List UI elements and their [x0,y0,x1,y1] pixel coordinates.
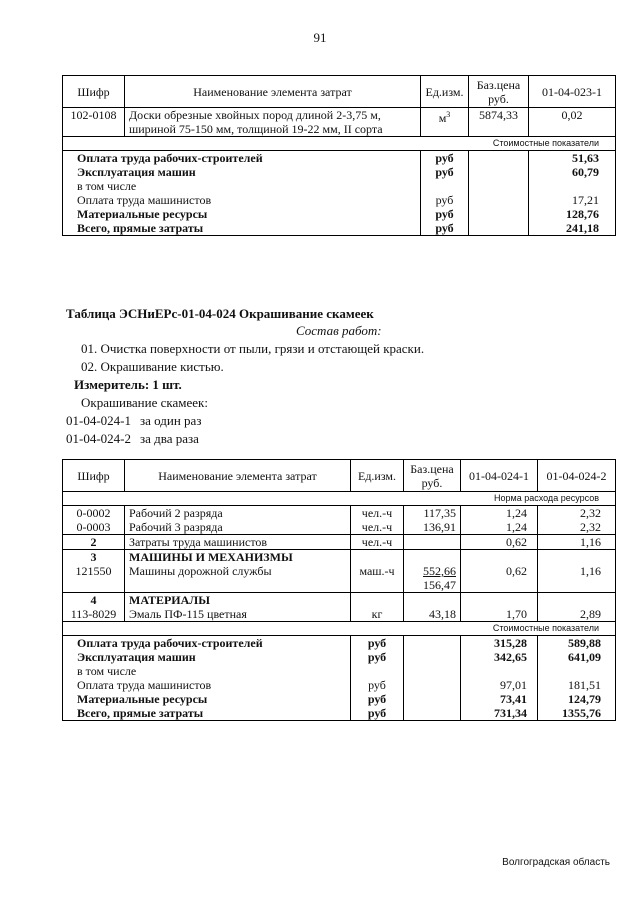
header-unit: Ед.изм. [351,460,404,492]
row-v1: 1,24 [461,520,538,535]
row-name: Доски обрезные хвойных пород длиной 2-3,75 м, шириной 75-150 мм, толщиной 19-22 мм, II сорта [125,108,421,137]
summary-v2: 124,79 [538,692,616,706]
page-number: 91 [313,30,327,45]
table-01-04-024 [62,459,615,721]
row-price: 117,35 [404,506,461,521]
header-variant: 01-04-023-1 [529,76,616,108]
summary-value: 241,18 [529,221,616,236]
summary-label: Оплата труда рабочих-строителей [63,151,421,166]
header-code: Шифр [63,460,125,492]
variant-code: 01-04-024-1 [66,413,131,428]
summary-unit: руб [421,151,469,166]
summary-v1: 315,28 [461,636,538,651]
table-row [63,506,616,521]
table-row [63,520,616,535]
row-v2: 1,16 [538,550,616,593]
summary-value: 128,76 [529,207,616,221]
variant-text: за один раз [140,413,202,428]
summary-v2: 181,51 [538,678,616,692]
summary-unit: руб [351,706,404,721]
row-unit: маш.-ч [351,550,404,593]
header-price: Баз.цена руб. [469,76,529,108]
section-row [63,550,616,593]
subtitle: Окрашивание скамеек: [81,395,208,410]
cost-indicators-label: Стоимостные показатели [63,622,616,636]
variant-text: за два раза [140,431,199,446]
row-v2: 1,16 [538,535,616,550]
summary-v1: 97,01 [461,678,538,692]
row-code: 4 113-8029 [63,593,125,622]
meter-label: Измеритель: 1 шт. [74,377,182,392]
summary-v2: 1355,76 [538,706,616,721]
summary-v1: 73,41 [461,692,538,706]
header-code: Шифр [63,76,125,108]
summary-label: в том числе [63,664,351,678]
summary-label: Всего, прямые затраты [63,221,421,236]
row-unit: $м^3$ [421,108,469,137]
row-name: Затраты труда машинистов [125,535,351,550]
summary-unit: руб [421,193,469,207]
header-price: Баз.цена руб. [404,460,461,492]
summary-unit: руб [351,636,404,651]
header-variant-2: 01-04-024-2 [538,460,616,492]
row-code: 3 121550 [63,550,125,593]
summary-value: 17,21 [529,193,616,207]
header-name: Наименование элемента затрат [125,460,351,492]
summary-v2: 589,88 [538,636,616,651]
work-item: 01. Очистка поверхности от пыли, грязи и отстающей краски. [81,341,425,356]
section-row [63,593,616,622]
row-price: 5874,33 [469,108,529,137]
summary-label: Оплата труда машинистов [63,678,351,692]
row-v2: 2,32 [538,520,616,535]
table-row [63,535,616,550]
table-title: Таблица ЭСНиЕРс-01-04-024 Окрашивание скамеек [66,306,374,321]
summary-label: Материальные ресурсы [63,207,421,221]
summary-unit: руб [351,678,404,692]
summary-value: 60,79 [529,165,616,179]
row-unit: чел.-ч [351,506,404,521]
summary-unit: руб [351,692,404,706]
cost-indicators-label: Стоимостные показатели [63,137,616,151]
summary-label: Оплата труда машинистов [63,193,421,207]
summary-unit: руб [421,207,469,221]
summary-label: Эксплуатация машин [63,650,351,664]
footer-region: Волгоградская область [502,857,610,868]
summary-v2: 641,09 [538,650,616,664]
variant-code: 01-04-024-2 [66,431,131,446]
summary-unit: руб [421,165,469,179]
row-unit: чел.-ч [351,520,404,535]
table-row [63,108,616,137]
summary-label: Материальные ресурсы [63,692,351,706]
row-name: Рабочий 2 разряда [125,506,351,521]
work-item: 02. Окрашивание кистью. [81,359,224,374]
summary-v1: 342,65 [461,650,538,664]
row-name: Рабочий 3 разряда [125,520,351,535]
row-v1: 0,62 [461,550,538,593]
row-unit: чел.-ч [351,535,404,550]
row-price: 552,66 156,47 [404,550,461,593]
header-name: Наименование элемента затрат [125,76,421,108]
row-price: 136,91 [404,520,461,535]
row-v2: 2,32 [538,506,616,521]
summary-label: Всего, прямые затраты [63,706,351,721]
summary-unit: руб [421,221,469,236]
header-variant-1: 01-04-024-1 [461,460,538,492]
row-price: 43,18 [404,593,461,622]
row-code: 102-0108 [63,108,125,137]
summary-value: 51,63 [529,151,616,166]
works-title: Состав работ: [296,323,382,338]
row-v1: 1,70 [461,593,538,622]
row-unit: кг [351,593,404,622]
row-value: 0,02 [529,108,616,137]
row-v1: 1,24 [461,506,538,521]
header-unit: Ед.изм. [421,76,469,108]
summary-label: в том числе [63,179,421,193]
row-name: МАШИНЫ И МЕХАНИЗМЫ Машины дорожной службы [125,550,351,593]
row-v2: 2,89 [538,593,616,622]
row-code: 0-0003 [63,520,125,535]
row-v1: 0,62 [461,535,538,550]
summary-label: Оплата труда рабочих-строителей [63,636,351,651]
summary-label: Эксплуатация машин [63,165,421,179]
table-01-04-023 [62,75,615,236]
summary-unit: руб [351,650,404,664]
row-code: 0-0002 [63,506,125,521]
row-code: 2 [63,535,125,550]
norm-label: Норма расхода ресурсов [63,492,616,506]
row-name: МАТЕРИАЛЫ Эмаль ПФ-115 цветная [125,593,351,622]
summary-v1: 731,34 [461,706,538,721]
